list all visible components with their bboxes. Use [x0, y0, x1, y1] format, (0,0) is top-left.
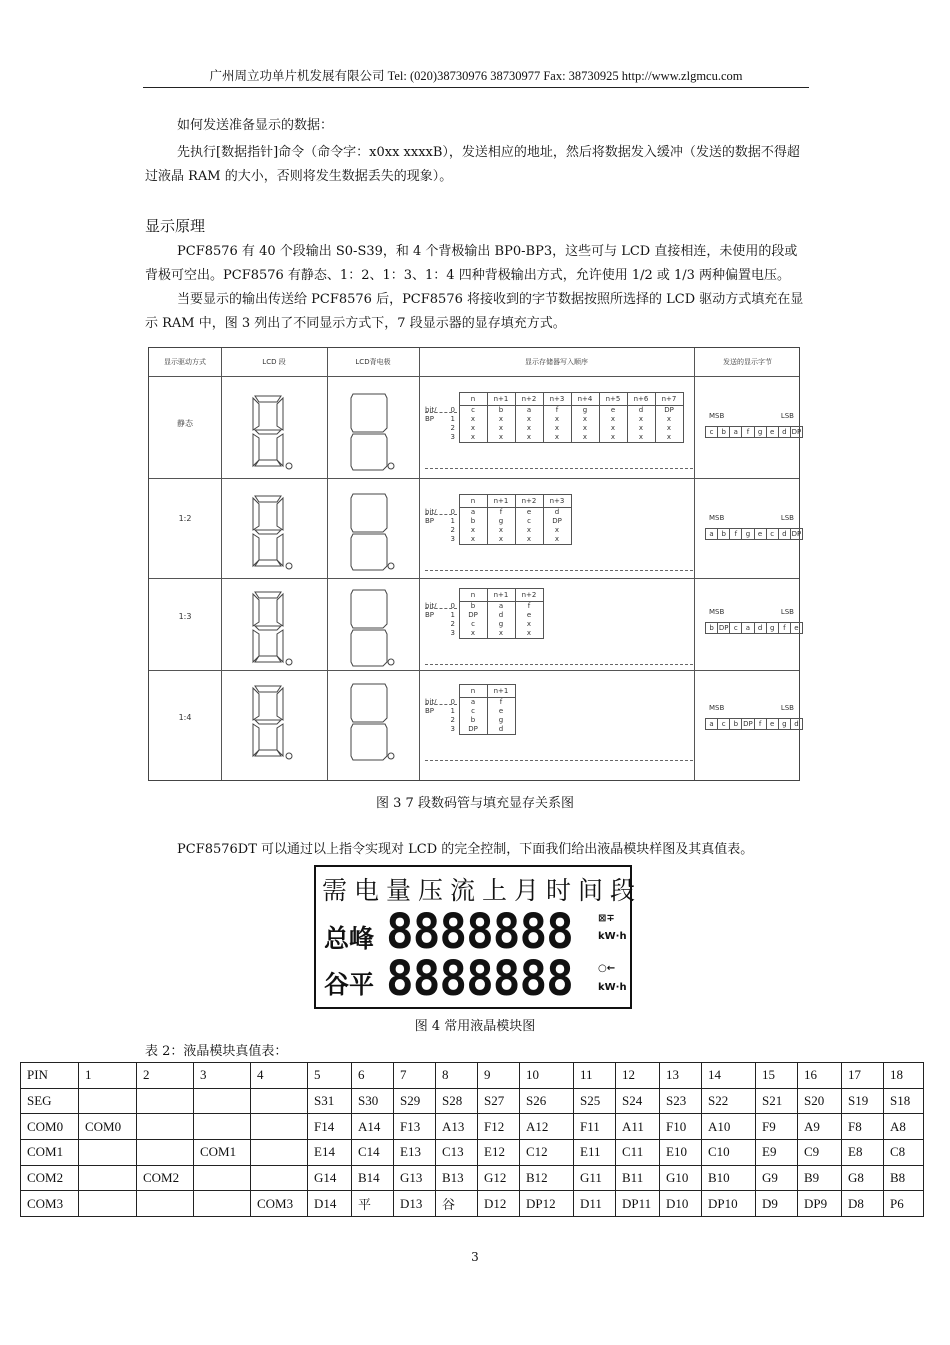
table-cell: C12	[520, 1140, 574, 1166]
memory-column-header: n+2	[515, 393, 543, 406]
memory-bit: x	[459, 526, 487, 535]
table-cell: F14	[308, 1114, 352, 1140]
table-cell: B12	[520, 1165, 574, 1191]
table-cell: S19	[842, 1088, 884, 1114]
table-cell: COM2	[21, 1165, 79, 1191]
memory-bit: x	[459, 433, 487, 443]
table-cell: E9	[756, 1140, 798, 1166]
table-cell: COM0	[21, 1114, 79, 1140]
sent-byte	[705, 514, 802, 540]
lsb-label: LSB	[780, 514, 794, 522]
memory-bit: d	[487, 611, 515, 620]
lcd-segment-drawing	[237, 584, 297, 668]
memory-bit: DP	[543, 517, 571, 526]
table-row	[21, 1114, 924, 1140]
table-cell: S21	[756, 1088, 798, 1114]
table-cell: G12	[478, 1165, 520, 1191]
memory-bit: DP	[459, 611, 487, 620]
table-cell: F13	[394, 1114, 436, 1140]
memory-column-header: n	[459, 495, 487, 508]
section-title: 显示原理	[145, 217, 206, 235]
memory-column-header: n	[459, 685, 487, 698]
memory-bit: f	[487, 508, 515, 518]
memory-bit: x	[487, 415, 515, 424]
memory-bit: c	[459, 406, 487, 416]
memory-column-header: n+2	[515, 589, 543, 602]
table-cell: 平	[352, 1191, 394, 1217]
arrow-icon: ○←	[598, 963, 616, 974]
memory-column-header: n+4	[571, 393, 599, 406]
sent-byte	[705, 412, 802, 438]
msb-label: MSB	[709, 608, 725, 616]
byte-bit: g	[742, 529, 754, 539]
intro-line-1: 如何发送准备显示的数据：	[177, 118, 334, 133]
table-cell	[251, 1165, 308, 1191]
table-row	[21, 1088, 924, 1114]
page-header: 广州周立功单片机发展有限公司 Tel: (020)38730976 38730977 Fax: 38730925 http://www.zlgmcu.com	[143, 66, 809, 88]
table-cell: S23	[660, 1088, 702, 1114]
backplane-drawing	[339, 488, 399, 572]
table-cell: 17	[842, 1063, 884, 1089]
table-cell: 2	[137, 1063, 194, 1089]
byte-bit: c	[767, 529, 779, 539]
memory-table: n n+1 bit/ 0 a f BP 1 c e 2 b g 3 DP d	[425, 684, 516, 735]
table-cell: 9	[478, 1063, 520, 1089]
memory-bit: f	[515, 602, 543, 612]
table-cell: S20	[798, 1088, 842, 1114]
table-cell	[194, 1191, 251, 1217]
lcd-row2-digits: 8888888	[386, 949, 573, 1007]
memory-bit: d	[627, 406, 655, 416]
byte-bit: b	[730, 719, 742, 729]
msb-label: MSB	[709, 514, 725, 522]
table-cell: B8	[884, 1165, 924, 1191]
memory-bit: x	[599, 433, 627, 443]
memory-bit: g	[487, 517, 515, 526]
table-cell: F9	[756, 1114, 798, 1140]
table-cell: G8	[842, 1165, 884, 1191]
table-cell: S30	[352, 1088, 394, 1114]
memory-bit: a	[515, 406, 543, 416]
table-cell: F12	[478, 1114, 520, 1140]
table-cell: A11	[616, 1114, 660, 1140]
memory-bit: b	[459, 716, 487, 725]
table-cell: F10	[660, 1114, 702, 1140]
memory-column-header: n+1	[487, 393, 515, 406]
table-cell: COM1	[21, 1140, 79, 1166]
byte-bit: d	[794, 720, 799, 728]
table-cell: C10	[702, 1140, 756, 1166]
memory-bit: x	[487, 424, 515, 433]
memory-bit: e	[515, 611, 543, 620]
memory-column-header: n+2	[515, 495, 543, 508]
table-cell: G13	[394, 1165, 436, 1191]
section-paragraph-2: 当要显示的输出传送给 PCF8576 后，PCF8576 将接收到的字节数据按照所选择的 LCD 驱动方式填充在显示 RAM 中，图 3 列出了不同显示方式下，7 段显示器的显存填充方式。	[145, 292, 804, 331]
figure-3-diagram	[148, 347, 800, 781]
memory-bit: b	[487, 406, 515, 416]
table-cell: E8	[842, 1140, 884, 1166]
table-cell: E14	[308, 1140, 352, 1166]
mode-1-3: 1:3	[178, 612, 192, 621]
table-cell: 5	[308, 1063, 352, 1089]
table-cell	[79, 1140, 137, 1166]
table-cell: C9	[798, 1140, 842, 1166]
battery-icon: ⊠∓	[598, 913, 615, 924]
table-cell: G9	[756, 1165, 798, 1191]
intro-paragraph: 先执行[数据指针]命令（命令字：x0xx xxxxB），发送相应的地址，然后将数据发入缓冲（发送的数据不得超过液晶 RAM 的大小，否则将发生数据丢失的现象）。	[145, 145, 800, 184]
memory-bit: x	[627, 415, 655, 424]
lcd-segment-drawing	[237, 388, 297, 472]
byte-bit: c	[706, 427, 718, 437]
lsb-label: LSB	[780, 412, 794, 420]
table-cell	[251, 1088, 308, 1114]
table-cell	[137, 1088, 194, 1114]
table-cell: S29	[394, 1088, 436, 1114]
table-cell: 13	[660, 1063, 702, 1089]
byte-bit: e	[767, 427, 779, 437]
table-cell: S22	[702, 1088, 756, 1114]
table-cell: 3	[194, 1063, 251, 1089]
table-cell: S24	[616, 1088, 660, 1114]
table-cell: PIN	[21, 1063, 79, 1089]
memory-column-header: n+6	[627, 393, 655, 406]
memory-bit: x	[459, 535, 487, 545]
memory-bit: b	[459, 602, 487, 612]
table-cell: 10	[520, 1063, 574, 1089]
memory-bit: c	[459, 620, 487, 629]
byte-bit: d	[779, 427, 791, 437]
memory-bit: x	[515, 535, 543, 545]
byte-bit: g	[767, 623, 779, 633]
table-cell: A10	[702, 1114, 756, 1140]
table-cell: S27	[478, 1088, 520, 1114]
memory-bit: x	[515, 424, 543, 433]
table-cell	[251, 1114, 308, 1140]
table-cell	[79, 1165, 137, 1191]
table-cell: C11	[616, 1140, 660, 1166]
table-cell: P6	[884, 1191, 924, 1217]
memory-bit: x	[543, 526, 571, 535]
memory-column-header: n+3	[543, 495, 571, 508]
memory-bit: x	[599, 424, 627, 433]
table-cell: 6	[352, 1063, 394, 1089]
table-cell: G14	[308, 1165, 352, 1191]
memory-table: n n+1 n+2 bit/ 0 b a f BP 1 DP d e 2 c g x 3 x x x	[425, 588, 544, 639]
table-cell: C8	[884, 1140, 924, 1166]
lcd-row2-label: 谷平	[324, 970, 375, 999]
msb-label: MSB	[709, 412, 725, 420]
byte-bit: DP	[791, 530, 802, 538]
figure-3-caption: 图 3 7 段数码管与填充显存关系图	[376, 796, 574, 811]
table-cell: COM3	[251, 1191, 308, 1217]
memory-bit: f	[487, 698, 515, 708]
memory-bit: x	[487, 535, 515, 545]
byte-bit: g	[755, 427, 767, 437]
table-row	[21, 1165, 924, 1191]
table-cell: C13	[436, 1140, 478, 1166]
lcd-module	[314, 865, 643, 1009]
memory-column-header: n+7	[655, 393, 683, 406]
memory-column-header: n	[459, 393, 487, 406]
memory-bit: x	[459, 415, 487, 424]
memory-bit: d	[487, 725, 515, 735]
memory-bit: x	[515, 433, 543, 443]
memory-bit: x	[543, 424, 571, 433]
memory-bit: x	[459, 424, 487, 433]
memory-bit: x	[571, 415, 599, 424]
header-lcd-segment: LCD 段	[262, 358, 286, 366]
memory-bit: x	[655, 424, 683, 433]
table-cell	[137, 1114, 194, 1140]
memory-bit: x	[543, 415, 571, 424]
memory-bit: x	[515, 526, 543, 535]
table-cell	[194, 1165, 251, 1191]
table-cell: A14	[352, 1114, 394, 1140]
table-cell: S28	[436, 1088, 478, 1114]
table-cell	[194, 1114, 251, 1140]
table-cell: B11	[616, 1165, 660, 1191]
table-cell: E12	[478, 1140, 520, 1166]
byte-bit: b	[718, 427, 730, 437]
table-cell: DP12	[520, 1191, 574, 1217]
table-cell: COM3	[21, 1191, 79, 1217]
byte-bit: a	[742, 623, 754, 633]
table-cell: E10	[660, 1140, 702, 1166]
table-cell: D11	[574, 1191, 616, 1217]
table-cell	[251, 1140, 308, 1166]
memory-bit: x	[571, 433, 599, 443]
byte-bit: e	[755, 529, 767, 539]
byte-bit: f	[742, 427, 754, 437]
memory-bit: d	[543, 508, 571, 518]
lcd-row1-unit: kW·h	[598, 931, 627, 942]
table-cell	[194, 1088, 251, 1114]
byte-bit: a	[730, 427, 742, 437]
byte-bit: c	[718, 719, 730, 729]
memory-column-header: n+3	[543, 393, 571, 406]
table-cell: 16	[798, 1063, 842, 1089]
table-cell: A13	[436, 1114, 478, 1140]
memory-bit: e	[487, 707, 515, 716]
table-cell	[137, 1140, 194, 1166]
header-memory-order: 显示存储器写入顺序	[525, 358, 588, 366]
section-paragraph-1: PCF8576 有 40 个段输出 S0-S39，和 4 个背极输出 BP0-BP3，这些可与 LCD 直接相连，未使用的段或背极可空出。PCF8576 有静态、1：2、1：3、1：4 四种背极输出方式，允许使用 1/2 或 1/3 两种偏置电压。	[145, 244, 798, 283]
memory-bit: g	[487, 716, 515, 725]
byte-bit: a	[706, 719, 718, 729]
msb-label: MSB	[709, 704, 725, 712]
table-cell	[79, 1088, 137, 1114]
table-cell: D9	[756, 1191, 798, 1217]
byte-bit: g	[779, 719, 791, 729]
memory-column-header: n+1	[487, 495, 515, 508]
table-cell: 谷	[436, 1191, 478, 1217]
memory-bit: x	[543, 433, 571, 443]
memory-bit: x	[571, 424, 599, 433]
byte-bit: b	[718, 529, 730, 539]
table-cell: S31	[308, 1088, 352, 1114]
memory-bit: e	[599, 406, 627, 416]
table-cell: DP10	[702, 1191, 756, 1217]
memory-bit: x	[487, 433, 515, 443]
table-cell: B14	[352, 1165, 394, 1191]
table-cell: DP9	[798, 1191, 842, 1217]
table-cell: A8	[884, 1114, 924, 1140]
table-cell: COM0	[79, 1114, 137, 1140]
mode-1-4: 1:4	[178, 713, 192, 722]
table-cell: B13	[436, 1165, 478, 1191]
header-sent-byte: 发送的显示字节	[723, 358, 772, 366]
memory-bit: g	[571, 406, 599, 416]
lcd-top-labels: 需电量压流上月时间段	[322, 876, 643, 905]
table-cell	[79, 1191, 137, 1217]
table-cell: 1	[79, 1063, 137, 1089]
memory-bit: DP	[655, 406, 683, 416]
memory-bit: x	[515, 415, 543, 424]
table-cell: DP11	[616, 1191, 660, 1217]
memory-bit: a	[487, 602, 515, 612]
lcd-row2-unit: kW·h	[598, 982, 627, 993]
memory-bit: b	[459, 517, 487, 526]
table-cell: COM1	[194, 1140, 251, 1166]
truth-table	[20, 1062, 924, 1217]
memory-bit: a	[459, 508, 487, 518]
memory-bit: e	[515, 508, 543, 518]
lcd-row1-label: 总峰	[324, 924, 375, 953]
table-cell: D10	[660, 1191, 702, 1217]
byte-bit: DP	[718, 624, 729, 632]
byte-bit: c	[730, 623, 742, 633]
table-cell: S25	[574, 1088, 616, 1114]
table-cell: E13	[394, 1140, 436, 1166]
byte-bit: a	[706, 529, 718, 539]
table-cell: 12	[616, 1063, 660, 1089]
table-cell: D14	[308, 1191, 352, 1217]
byte-bit: d	[779, 529, 791, 539]
mode-1-2: 1:2	[178, 514, 192, 523]
byte-bit: d	[755, 623, 767, 633]
table-row	[21, 1140, 924, 1166]
lsb-label: LSB	[780, 608, 794, 616]
table-cell: 15	[756, 1063, 798, 1089]
memory-column-header: n+1	[487, 685, 515, 698]
memory-bit: x	[655, 415, 683, 424]
memory-bit: c	[459, 707, 487, 716]
table-2-caption: 表 2：液晶模块真值表：	[145, 1044, 288, 1059]
memory-bit: a	[459, 698, 487, 708]
byte-bit: f	[755, 719, 767, 729]
memory-bit: DP	[459, 725, 487, 735]
table-cell: SEG	[21, 1088, 79, 1114]
memory-bit: x	[627, 424, 655, 433]
memory-table: n n+1 n+2 n+3 bit/ 0 a f e d BP 1 b g c DP 2 x x x x 3 x x x x	[425, 494, 572, 545]
byte-bit: e	[794, 624, 799, 632]
byte-bit: b	[706, 623, 718, 633]
figure-4-caption: 图 4 常用液晶模块图	[414, 1019, 536, 1034]
byte-bit: DP	[743, 720, 753, 728]
table-cell: G10	[660, 1165, 702, 1191]
page-number: 3	[471, 1250, 479, 1264]
backplane-drawing	[339, 678, 399, 762]
lcd-intro: PCF8576DT 可以通过以上指令实现对 LCD 的完全控制，下面我们给出液晶模块样图及其真值表。	[177, 842, 754, 857]
memory-column-header: n+5	[599, 393, 627, 406]
memory-column-header: n	[459, 589, 487, 602]
lcd-segment-drawing	[237, 488, 297, 572]
table-cell: D12	[478, 1191, 520, 1217]
table-cell: 8	[436, 1063, 478, 1089]
memory-bit: x	[543, 535, 571, 545]
mode-static: 静态	[177, 419, 193, 428]
table-cell: S18	[884, 1088, 924, 1114]
memory-bit: f	[543, 406, 571, 416]
table-cell: B10	[702, 1165, 756, 1191]
table-cell: 14	[702, 1063, 756, 1089]
memory-column-header: n+1	[487, 589, 515, 602]
table-cell	[137, 1191, 194, 1217]
sent-byte	[705, 608, 797, 634]
table-cell: F8	[842, 1114, 884, 1140]
memory-bit: c	[515, 517, 543, 526]
table-cell: 18	[884, 1063, 924, 1089]
byte-bit: f	[779, 623, 791, 633]
memory-bit: x	[515, 629, 543, 639]
table-cell: G11	[574, 1165, 616, 1191]
table-cell: 11	[574, 1063, 616, 1089]
lcd-row1-digits: 8888888	[386, 902, 573, 960]
sent-byte	[705, 704, 797, 730]
table-row	[21, 1063, 924, 1089]
memory-bit: x	[487, 526, 515, 535]
lcd-segment-drawing	[237, 678, 297, 762]
table-cell: COM2	[137, 1165, 194, 1191]
memory-table: n n+1 n+2 n+3 n+4 n+5 n+6 n+7 bit/ 0 c b a f g e d DP BP 1 x x x x x x x x 2 x x x x x x x x 3 x x x x x x x x	[425, 392, 684, 443]
table-cell: A12	[520, 1114, 574, 1140]
memory-bit: x	[459, 629, 487, 639]
backplane-drawing	[339, 584, 399, 668]
table-cell: E11	[574, 1140, 616, 1166]
table-cell: S26	[520, 1088, 574, 1114]
byte-bit: e	[767, 719, 779, 729]
table-cell: 4	[251, 1063, 308, 1089]
memory-bit: g	[487, 620, 515, 629]
header-drive-mode: 显示驱动方式	[164, 358, 206, 366]
table-cell: A9	[798, 1114, 842, 1140]
memory-bit: x	[655, 433, 683, 443]
table-cell: 7	[394, 1063, 436, 1089]
memory-bit: x	[627, 433, 655, 443]
byte-bit: f	[730, 529, 742, 539]
table-cell: B9	[798, 1165, 842, 1191]
table-cell: F11	[574, 1114, 616, 1140]
memory-bit: x	[487, 629, 515, 639]
memory-bit: x	[515, 620, 543, 629]
memory-bit: x	[599, 415, 627, 424]
backplane-drawing	[339, 388, 399, 472]
lsb-label: LSB	[780, 704, 794, 712]
table-cell: D8	[842, 1191, 884, 1217]
byte-bit: DP	[791, 428, 802, 436]
table-cell: C14	[352, 1140, 394, 1166]
table-cell: D13	[394, 1191, 436, 1217]
table-row	[21, 1191, 924, 1217]
header-backplane: LCD背电极	[355, 358, 391, 366]
